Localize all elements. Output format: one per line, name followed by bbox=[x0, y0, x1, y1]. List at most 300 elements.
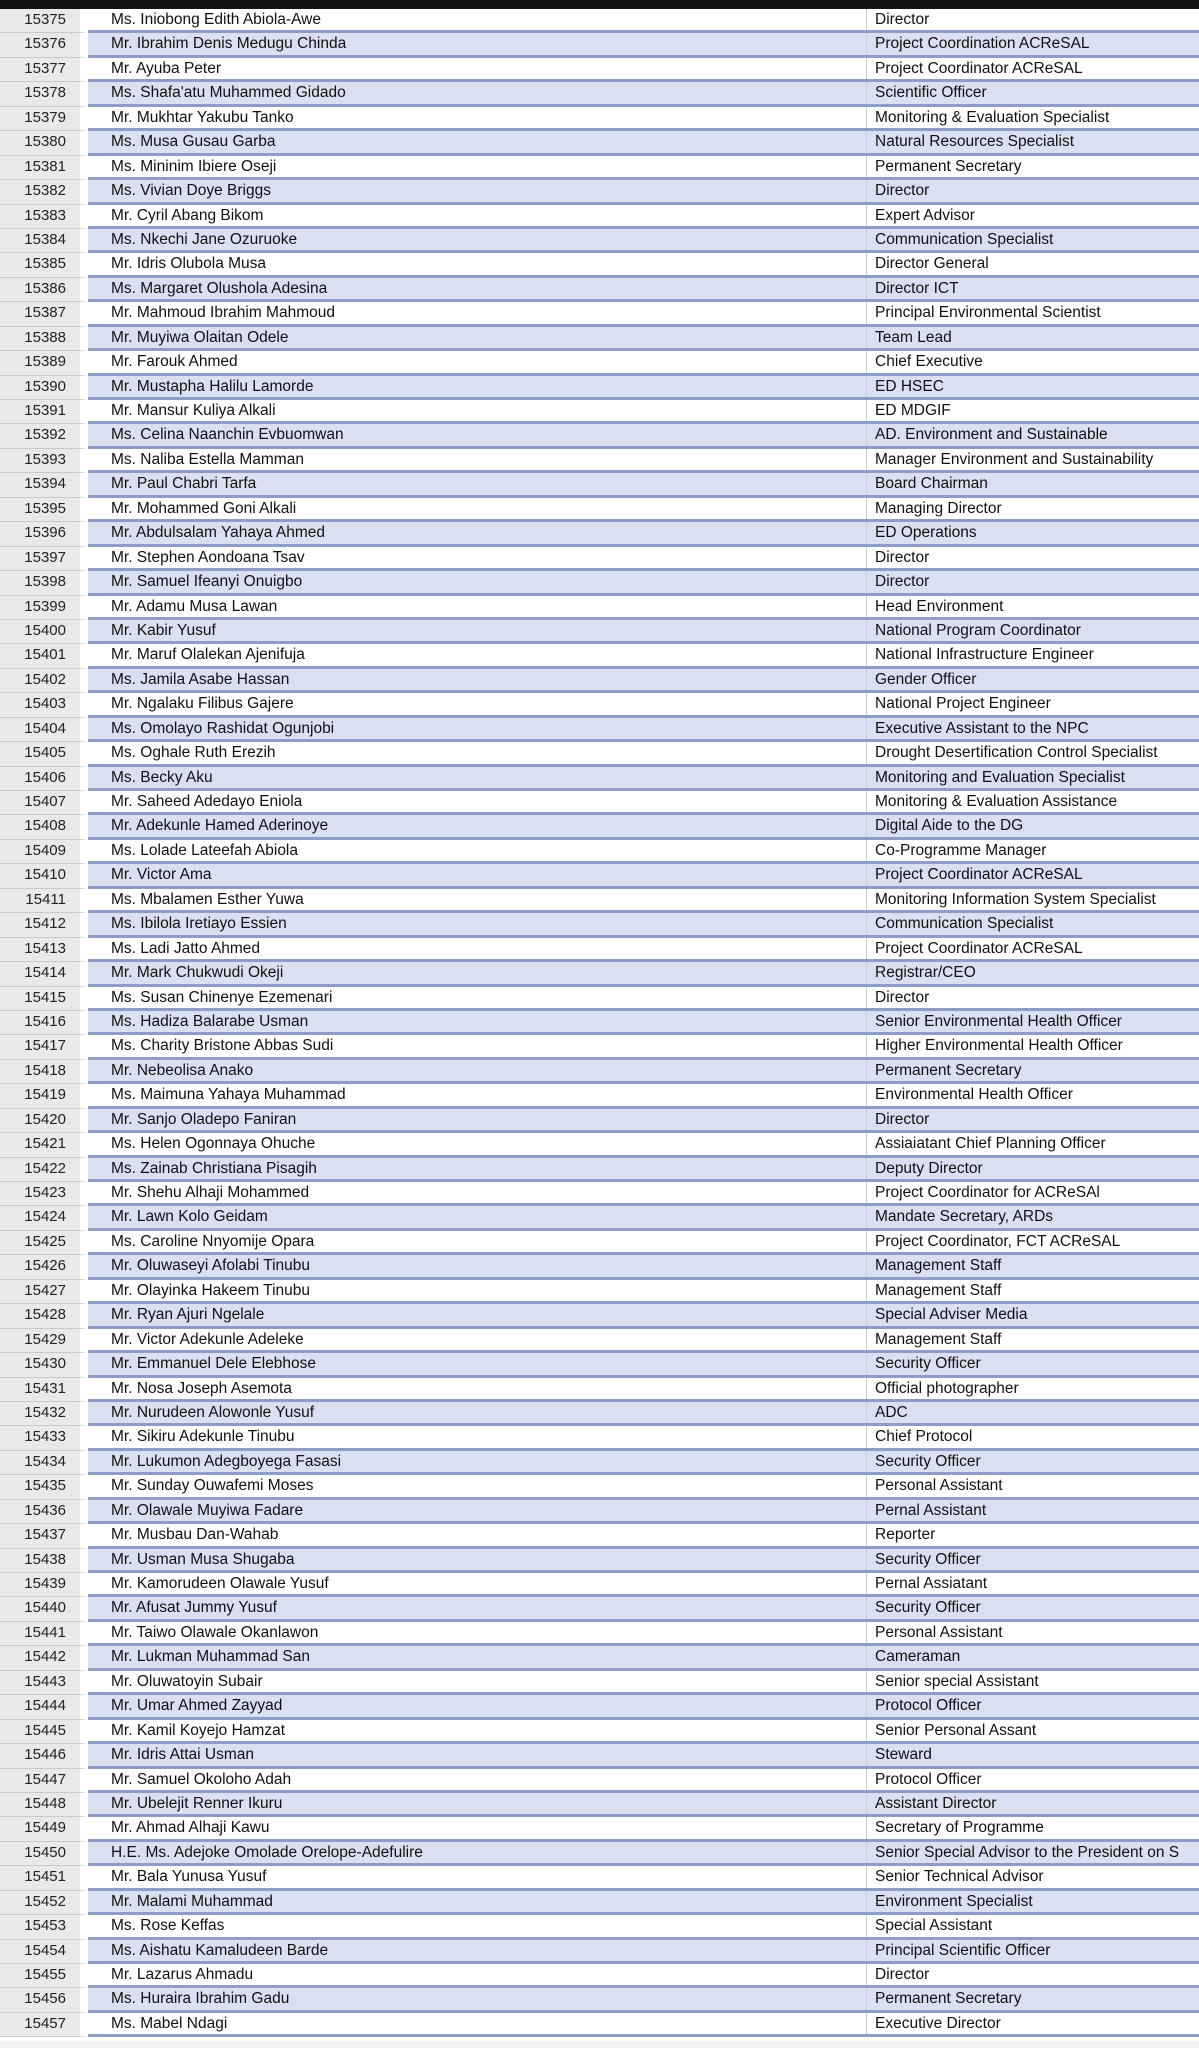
row-number-cell[interactable]: 15405 bbox=[0, 742, 88, 766]
row-number-cell[interactable]: 15421 bbox=[0, 1133, 88, 1157]
table-row[interactable] bbox=[0, 962, 1199, 986]
row-number-cell[interactable]: 15385 bbox=[0, 253, 88, 277]
table-row[interactable] bbox=[0, 1597, 1199, 1621]
designation-cell[interactable]: ED Operations bbox=[866, 522, 1199, 543]
name-cell[interactable]: Ms. Lolade Lateefah Abiola bbox=[88, 840, 866, 861]
name-cell[interactable]: Ms. Shafa'atu Muhammed Gidado bbox=[88, 82, 866, 103]
table-row[interactable] bbox=[0, 1182, 1199, 1206]
table-row[interactable] bbox=[0, 864, 1199, 888]
name-cell[interactable]: Mr. Lawn Kolo Geidam bbox=[88, 1206, 866, 1227]
table-row[interactable] bbox=[0, 1500, 1199, 1524]
table-row[interactable] bbox=[0, 1231, 1199, 1255]
table-row[interactable] bbox=[0, 351, 1199, 375]
name-cell[interactable]: Mr. Farouk Ahmed bbox=[88, 351, 866, 372]
row-number-cell[interactable]: 15401 bbox=[0, 644, 88, 668]
table-row[interactable] bbox=[0, 1988, 1199, 2012]
designation-cell[interactable]: Natural Resources Specialist bbox=[866, 131, 1199, 152]
table-row[interactable] bbox=[0, 1060, 1199, 1084]
designation-cell[interactable]: Management Staff bbox=[866, 1280, 1199, 1301]
designation-cell[interactable]: Chief Executive bbox=[866, 351, 1199, 372]
row-number-cell[interactable]: 15423 bbox=[0, 1182, 88, 1206]
row-number-cell[interactable]: 15430 bbox=[0, 1353, 88, 1377]
designation-cell[interactable]: Reporter bbox=[866, 1524, 1199, 1545]
row-number-cell[interactable]: 15399 bbox=[0, 596, 88, 620]
name-cell[interactable]: Ms. Celina Naanchin Evbuomwan bbox=[88, 424, 866, 445]
designation-cell[interactable]: Management Staff bbox=[866, 1255, 1199, 1276]
designation-cell[interactable]: Special Assistant bbox=[866, 1915, 1199, 1936]
table-row[interactable] bbox=[0, 1769, 1199, 1793]
name-cell[interactable]: Mr. Abdulsalam Yahaya Ahmed bbox=[88, 522, 866, 543]
designation-cell[interactable]: Protocol Officer bbox=[866, 1695, 1199, 1716]
name-cell[interactable]: Mr. Ubelejit Renner Ikuru bbox=[88, 1793, 866, 1814]
row-number-cell[interactable]: 15448 bbox=[0, 1793, 88, 1817]
table-row[interactable] bbox=[0, 547, 1199, 571]
designation-cell[interactable]: Drought Desertification Control Specialist bbox=[866, 742, 1199, 763]
row-number-cell[interactable]: 15391 bbox=[0, 400, 88, 424]
designation-cell[interactable]: Head Environment bbox=[866, 596, 1199, 617]
table-row[interactable] bbox=[0, 1671, 1199, 1695]
designation-cell[interactable]: Personal Assistant bbox=[866, 1622, 1199, 1643]
designation-cell[interactable]: Special Adviser Media bbox=[866, 1304, 1199, 1325]
designation-cell[interactable]: Security Officer bbox=[866, 1549, 1199, 1570]
table-row[interactable] bbox=[0, 1842, 1199, 1866]
name-cell[interactable]: Mr. Mahmoud Ibrahim Mahmoud bbox=[88, 302, 866, 323]
designation-cell[interactable]: Permanent Secretary bbox=[866, 1060, 1199, 1081]
row-number-cell[interactable]: 15389 bbox=[0, 351, 88, 375]
designation-cell[interactable]: ED HSEC bbox=[866, 376, 1199, 397]
designation-cell[interactable]: Managing Director bbox=[866, 498, 1199, 519]
table-row[interactable] bbox=[0, 620, 1199, 644]
designation-cell[interactable]: Director General bbox=[866, 253, 1199, 274]
designation-cell[interactable]: Monitoring & Evaluation Specialist bbox=[866, 107, 1199, 128]
row-number-cell[interactable]: 15452 bbox=[0, 1891, 88, 1915]
designation-cell[interactable]: ADC bbox=[866, 1402, 1199, 1423]
name-cell[interactable]: Ms. Iniobong Edith Abiola-Awe bbox=[88, 9, 866, 30]
table-row[interactable] bbox=[0, 449, 1199, 473]
row-number-cell[interactable]: 15428 bbox=[0, 1304, 88, 1328]
name-cell[interactable]: Mr. Sikiru Adekunle Tinubu bbox=[88, 1426, 866, 1447]
name-cell[interactable]: Mr. Musbau Dan-Wahab bbox=[88, 1524, 866, 1545]
row-number-cell[interactable]: 15396 bbox=[0, 522, 88, 546]
name-cell[interactable]: Mr. Idris Olubola Musa bbox=[88, 253, 866, 274]
table-row[interactable] bbox=[0, 718, 1199, 742]
row-number-cell[interactable]: 15411 bbox=[0, 889, 88, 913]
name-cell[interactable]: Mr. Ayuba Peter bbox=[88, 58, 866, 79]
row-number-cell[interactable]: 15400 bbox=[0, 620, 88, 644]
designation-cell[interactable]: Communication Specialist bbox=[866, 229, 1199, 250]
designation-cell[interactable]: Project Coordination ACReSAL bbox=[866, 33, 1199, 54]
table-row[interactable] bbox=[0, 1964, 1199, 1988]
row-number-cell[interactable]: 15451 bbox=[0, 1866, 88, 1890]
designation-cell[interactable]: Senior Environmental Health Officer bbox=[866, 1011, 1199, 1032]
row-number-cell[interactable]: 15380 bbox=[0, 131, 88, 155]
row-number-cell[interactable]: 15417 bbox=[0, 1035, 88, 1059]
designation-cell[interactable]: Assiaiatant Chief Planning Officer bbox=[866, 1133, 1199, 1154]
name-cell[interactable]: Ms. Susan Chinenye Ezemenari bbox=[88, 987, 866, 1008]
designation-cell[interactable]: Manager Environment and Sustainability bbox=[866, 449, 1199, 470]
table-row[interactable] bbox=[0, 2013, 1199, 2037]
table-row[interactable] bbox=[0, 1255, 1199, 1279]
row-number-cell[interactable]: 15445 bbox=[0, 1720, 88, 1744]
designation-cell[interactable]: Environmental Health Officer bbox=[866, 1084, 1199, 1105]
row-number-cell[interactable]: 15429 bbox=[0, 1329, 88, 1353]
table-row[interactable] bbox=[0, 1646, 1199, 1670]
name-cell[interactable]: Ms. Aishatu Kamaludeen Barde bbox=[88, 1940, 866, 1961]
table-row[interactable] bbox=[0, 107, 1199, 131]
name-cell[interactable]: Mr. Victor Adekunle Adeleke bbox=[88, 1329, 866, 1350]
designation-cell[interactable]: National Program Coordinator bbox=[866, 620, 1199, 641]
table-row[interactable] bbox=[0, 9, 1199, 33]
row-number-cell[interactable]: 15383 bbox=[0, 205, 88, 229]
row-number-cell[interactable]: 15420 bbox=[0, 1109, 88, 1133]
table-row[interactable] bbox=[0, 767, 1199, 791]
designation-cell[interactable]: Personal Assistant bbox=[866, 1475, 1199, 1496]
designation-cell[interactable]: National Infrastructure Engineer bbox=[866, 644, 1199, 665]
row-number-cell[interactable]: 15381 bbox=[0, 156, 88, 180]
designation-cell[interactable]: Director bbox=[866, 1109, 1199, 1130]
row-number-cell[interactable]: 15392 bbox=[0, 424, 88, 448]
designation-cell[interactable]: Steward bbox=[866, 1744, 1199, 1765]
designation-cell[interactable]: Cameraman bbox=[866, 1646, 1199, 1667]
row-number-cell[interactable]: 15432 bbox=[0, 1402, 88, 1426]
designation-cell[interactable]: Protocol Officer bbox=[866, 1769, 1199, 1790]
row-number-cell[interactable]: 15431 bbox=[0, 1378, 88, 1402]
designation-cell[interactable]: Permanent Secretary bbox=[866, 1988, 1199, 2009]
name-cell[interactable]: Mr. Maruf Olalekan Ajenifuja bbox=[88, 644, 866, 665]
name-cell[interactable]: Mr. Kamil Koyejo Hamzat bbox=[88, 1720, 866, 1741]
name-cell[interactable]: Ms. Huraira Ibrahim Gadu bbox=[88, 1988, 866, 2009]
table-row[interactable] bbox=[0, 1402, 1199, 1426]
name-cell[interactable]: Ms. Ibilola Iretiayo Essien bbox=[88, 913, 866, 934]
name-cell[interactable]: Mr. Bala Yunusa Yusuf bbox=[88, 1866, 866, 1887]
name-cell[interactable]: Ms. Mininim Ibiere Oseji bbox=[88, 156, 866, 177]
table-row[interactable] bbox=[0, 1695, 1199, 1719]
row-number-cell[interactable]: 15378 bbox=[0, 82, 88, 106]
name-cell[interactable]: Mr. Mustapha Halilu Lamorde bbox=[88, 376, 866, 397]
designation-cell[interactable]: Security Officer bbox=[866, 1597, 1199, 1618]
name-cell[interactable]: Mr. Mohammed Goni Alkali bbox=[88, 498, 866, 519]
row-number-cell[interactable]: 15453 bbox=[0, 1915, 88, 1939]
table-row[interactable] bbox=[0, 1353, 1199, 1377]
designation-cell[interactable]: Director bbox=[866, 571, 1199, 592]
name-cell[interactable]: Mr. Malami Muhammad bbox=[88, 1891, 866, 1912]
name-cell[interactable]: Mr. Mansur Kuliya Alkali bbox=[88, 400, 866, 421]
name-cell[interactable]: Mr. Nosa Joseph Asemota bbox=[88, 1378, 866, 1399]
designation-cell[interactable]: Scientific Officer bbox=[866, 82, 1199, 103]
name-cell[interactable]: Ms. Jamila Asabe Hassan bbox=[88, 669, 866, 690]
name-cell[interactable]: Mr. Victor Ama bbox=[88, 864, 866, 885]
name-cell[interactable]: Mr. Shehu Alhaji Mohammed bbox=[88, 1182, 866, 1203]
table-row[interactable] bbox=[0, 205, 1199, 229]
table-row[interactable] bbox=[0, 327, 1199, 351]
designation-cell[interactable]: Digital Aide to the DG bbox=[866, 815, 1199, 836]
table-row[interactable] bbox=[0, 669, 1199, 693]
table-row[interactable] bbox=[0, 987, 1199, 1011]
table-row[interactable] bbox=[0, 1109, 1199, 1133]
name-cell[interactable]: Mr. Adekunle Hamed Aderinoye bbox=[88, 815, 866, 836]
table-row[interactable] bbox=[0, 1622, 1199, 1646]
designation-cell[interactable]: Director bbox=[866, 987, 1199, 1008]
designation-cell[interactable]: Communication Specialist bbox=[866, 913, 1199, 934]
designation-cell[interactable]: Executive Assistant to the NPC bbox=[866, 718, 1199, 739]
row-number-cell[interactable]: 15436 bbox=[0, 1500, 88, 1524]
designation-cell[interactable]: Management Staff bbox=[866, 1329, 1199, 1350]
row-number-cell[interactable]: 15413 bbox=[0, 938, 88, 962]
table-row[interactable] bbox=[0, 1035, 1199, 1059]
table-row[interactable] bbox=[0, 913, 1199, 937]
designation-cell[interactable]: Environment Specialist bbox=[866, 1891, 1199, 1912]
row-number-cell[interactable]: 15419 bbox=[0, 1084, 88, 1108]
designation-cell[interactable]: Team Lead bbox=[866, 327, 1199, 348]
table-row[interactable] bbox=[0, 571, 1199, 595]
designation-cell[interactable]: Higher Environmental Health Officer bbox=[866, 1035, 1199, 1056]
name-cell[interactable]: Mr. Olawale Muyiwa Fadare bbox=[88, 1500, 866, 1521]
name-cell[interactable]: Mr. Idris Attai Usman bbox=[88, 1744, 866, 1765]
name-cell[interactable]: Ms. Zainab Christiana Pisagih bbox=[88, 1158, 866, 1179]
table-row[interactable] bbox=[0, 1915, 1199, 1939]
designation-cell[interactable]: Monitoring Information System Specialist bbox=[866, 889, 1199, 910]
name-cell[interactable]: Ms. Maimuna Yahaya Muhammad bbox=[88, 1084, 866, 1105]
designation-cell[interactable]: Project Coordinator ACReSAL bbox=[866, 938, 1199, 959]
name-cell[interactable]: Ms. Nkechi Jane Ozuruoke bbox=[88, 229, 866, 250]
name-cell[interactable]: Mr. Ryan Ajuri Ngelale bbox=[88, 1304, 866, 1325]
designation-cell[interactable]: Chief Protocol bbox=[866, 1426, 1199, 1447]
table-row[interactable] bbox=[0, 1573, 1199, 1597]
name-cell[interactable]: Ms. Ladi Jatto Ahmed bbox=[88, 938, 866, 959]
table-row[interactable] bbox=[0, 522, 1199, 546]
table-row[interactable] bbox=[0, 693, 1199, 717]
designation-cell[interactable]: National Project Engineer bbox=[866, 693, 1199, 714]
table-row[interactable] bbox=[0, 1793, 1199, 1817]
table-row[interactable] bbox=[0, 889, 1199, 913]
name-cell[interactable]: Mr. Sanjo Oladepo Faniran bbox=[88, 1109, 866, 1130]
row-number-cell[interactable]: 15444 bbox=[0, 1695, 88, 1719]
row-number-cell[interactable]: 15454 bbox=[0, 1940, 88, 1964]
designation-cell[interactable]: Mandate Secretary, ARDs bbox=[866, 1206, 1199, 1227]
table-row[interactable] bbox=[0, 424, 1199, 448]
row-number-cell[interactable]: 15394 bbox=[0, 473, 88, 497]
table-row[interactable] bbox=[0, 1549, 1199, 1573]
designation-cell[interactable]: Senior Technical Advisor bbox=[866, 1866, 1199, 1887]
row-number-cell[interactable]: 15434 bbox=[0, 1451, 88, 1475]
name-cell[interactable]: Mr. Kabir Yusuf bbox=[88, 620, 866, 641]
row-number-cell[interactable]: 15415 bbox=[0, 987, 88, 1011]
row-number-cell[interactable]: 15457 bbox=[0, 2013, 88, 2037]
name-cell[interactable]: Ms. Mabel Ndagi bbox=[88, 2013, 866, 2034]
table-row[interactable] bbox=[0, 1817, 1199, 1841]
table-row[interactable] bbox=[0, 1451, 1199, 1475]
designation-cell[interactable]: Monitoring & Evaluation Assistance bbox=[866, 791, 1199, 812]
name-cell[interactable]: Mr. Oluwatoyin Subair bbox=[88, 1671, 866, 1692]
name-cell[interactable]: Mr. Ibrahim Denis Medugu Chinda bbox=[88, 33, 866, 54]
name-cell[interactable]: Mr. Nurudeen Alowonle Yusuf bbox=[88, 1402, 866, 1423]
name-cell[interactable]: Mr. Oluwaseyi Afolabi Tinubu bbox=[88, 1255, 866, 1276]
table-row[interactable] bbox=[0, 1744, 1199, 1768]
designation-cell[interactable]: Director bbox=[866, 1964, 1199, 1985]
row-number-cell[interactable]: 15388 bbox=[0, 327, 88, 351]
name-cell[interactable]: Mr. Paul Chabri Tarfa bbox=[88, 473, 866, 494]
name-cell[interactable]: Mr. Muyiwa Olaitan Odele bbox=[88, 327, 866, 348]
designation-cell[interactable]: Gender Officer bbox=[866, 669, 1199, 690]
table-row[interactable] bbox=[0, 1280, 1199, 1304]
name-cell[interactable]: Mr. Cyril Abang Bikom bbox=[88, 205, 866, 226]
table-row[interactable] bbox=[0, 596, 1199, 620]
name-cell[interactable]: Mr. Lukumon Adegboyega Fasasi bbox=[88, 1451, 866, 1472]
row-number-cell[interactable]: 15379 bbox=[0, 107, 88, 131]
row-number-cell[interactable]: 15408 bbox=[0, 815, 88, 839]
row-number-cell[interactable]: 15450 bbox=[0, 1842, 88, 1866]
designation-cell[interactable]: Project Coordinator ACReSAL bbox=[866, 58, 1199, 79]
row-number-cell[interactable]: 15393 bbox=[0, 449, 88, 473]
table-row[interactable] bbox=[0, 791, 1199, 815]
name-cell[interactable]: H.E. Ms. Adejoke Omolade Orelope-Adefulire bbox=[88, 1842, 866, 1863]
table-row[interactable] bbox=[0, 1304, 1199, 1328]
row-number-cell[interactable]: 15422 bbox=[0, 1158, 88, 1182]
name-cell[interactable]: Ms. Margaret Olushola Adesina bbox=[88, 278, 866, 299]
name-cell[interactable]: Mr. Emmanuel Dele Elebhose bbox=[88, 1353, 866, 1374]
designation-cell[interactable]: Principal Scientific Officer bbox=[866, 1940, 1199, 1961]
name-cell[interactable]: Mr. Nebeolisa Anako bbox=[88, 1060, 866, 1081]
name-cell[interactable]: Ms. Helen Ogonnaya Ohuche bbox=[88, 1133, 866, 1154]
designation-cell[interactable]: Co-Programme Manager bbox=[866, 840, 1199, 861]
table-row[interactable] bbox=[0, 253, 1199, 277]
row-number-cell[interactable]: 15418 bbox=[0, 1060, 88, 1084]
designation-cell[interactable]: Monitoring and Evaluation Specialist bbox=[866, 767, 1199, 788]
name-cell[interactable]: Mr. Adamu Musa Lawan bbox=[88, 596, 866, 617]
row-number-cell[interactable]: 15402 bbox=[0, 669, 88, 693]
table-row[interactable] bbox=[0, 1866, 1199, 1890]
name-cell[interactable]: Mr. Olayinka Hakeem Tinubu bbox=[88, 1280, 866, 1301]
name-cell[interactable]: Mr. Mukhtar Yakubu Tanko bbox=[88, 107, 866, 128]
name-cell[interactable]: Mr. Umar Ahmed Zayyad bbox=[88, 1695, 866, 1716]
name-cell[interactable]: Ms. Charity Bristone Abbas Sudi bbox=[88, 1035, 866, 1056]
table-row[interactable] bbox=[0, 156, 1199, 180]
designation-cell[interactable]: Director bbox=[866, 180, 1199, 201]
row-number-cell[interactable]: 15440 bbox=[0, 1597, 88, 1621]
designation-cell[interactable]: Security Officer bbox=[866, 1353, 1199, 1374]
name-cell[interactable]: Mr. Ngalaku Filibus Gajere bbox=[88, 693, 866, 714]
table-row[interactable] bbox=[0, 400, 1199, 424]
row-number-cell[interactable]: 15375 bbox=[0, 9, 88, 33]
table-row[interactable] bbox=[0, 278, 1199, 302]
name-cell[interactable]: Mr. Sunday Ouwafemi Moses bbox=[88, 1475, 866, 1496]
table-row[interactable] bbox=[0, 1084, 1199, 1108]
name-cell[interactable]: Mr. Stephen Aondoana Tsav bbox=[88, 547, 866, 568]
row-number-cell[interactable]: 15390 bbox=[0, 376, 88, 400]
table-row[interactable] bbox=[0, 1524, 1199, 1548]
row-number-cell[interactable]: 15410 bbox=[0, 864, 88, 888]
designation-cell[interactable]: Registrar/CEO bbox=[866, 962, 1199, 983]
table-row[interactable] bbox=[0, 1720, 1199, 1744]
name-cell[interactable]: Mr. Lazarus Ahmadu bbox=[88, 1964, 866, 1985]
row-number-cell[interactable]: 15437 bbox=[0, 1524, 88, 1548]
name-cell[interactable]: Ms. Caroline Nnyomije Opara bbox=[88, 1231, 866, 1252]
name-cell[interactable]: Ms. Rose Keffas bbox=[88, 1915, 866, 1936]
name-cell[interactable]: Ms. Oghale Ruth Erezih bbox=[88, 742, 866, 763]
row-number-cell[interactable]: 15409 bbox=[0, 840, 88, 864]
table-row[interactable] bbox=[0, 498, 1199, 522]
name-cell[interactable]: Ms. Becky Aku bbox=[88, 767, 866, 788]
designation-cell[interactable]: Assistant Director bbox=[866, 1793, 1199, 1814]
row-number-cell[interactable]: 15395 bbox=[0, 498, 88, 522]
row-number-cell[interactable]: 15447 bbox=[0, 1769, 88, 1793]
designation-cell[interactable]: Official photographer bbox=[866, 1378, 1199, 1399]
row-number-cell[interactable]: 15386 bbox=[0, 278, 88, 302]
name-cell[interactable]: Mr. Taiwo Olawale Okanlawon bbox=[88, 1622, 866, 1643]
table-row[interactable] bbox=[0, 1329, 1199, 1353]
name-cell[interactable]: Ms. Naliba Estella Mamman bbox=[88, 449, 866, 470]
designation-cell[interactable]: AD. Environment and Sustainable bbox=[866, 424, 1199, 445]
table-row[interactable] bbox=[0, 376, 1199, 400]
table-row[interactable] bbox=[0, 473, 1199, 497]
spreadsheet-table[interactable] bbox=[0, 9, 1199, 2037]
row-number-cell[interactable]: 15439 bbox=[0, 1573, 88, 1597]
row-number-cell[interactable]: 15407 bbox=[0, 791, 88, 815]
row-number-cell[interactable]: 15398 bbox=[0, 571, 88, 595]
table-row[interactable] bbox=[0, 131, 1199, 155]
designation-cell[interactable]: Project Coordinator ACReSAL bbox=[866, 864, 1199, 885]
name-cell[interactable]: Ms. Vivian Doye Briggs bbox=[88, 180, 866, 201]
name-cell[interactable]: Ms. Musa Gusau Garba bbox=[88, 131, 866, 152]
name-cell[interactable]: Mr. Mark Chukwudi Okeji bbox=[88, 962, 866, 983]
designation-cell[interactable]: Secretary of Programme bbox=[866, 1817, 1199, 1838]
designation-cell[interactable]: Principal Environmental Scientist bbox=[866, 302, 1199, 323]
table-row[interactable] bbox=[0, 33, 1199, 57]
table-row[interactable] bbox=[0, 1475, 1199, 1499]
table-row[interactable] bbox=[0, 1378, 1199, 1402]
table-row[interactable] bbox=[0, 302, 1199, 326]
table-row[interactable] bbox=[0, 1426, 1199, 1450]
designation-cell[interactable]: Board Chairman bbox=[866, 473, 1199, 494]
name-cell[interactable]: Mr. Afusat Jummy Yusuf bbox=[88, 1597, 866, 1618]
row-number-cell[interactable]: 15449 bbox=[0, 1817, 88, 1841]
row-number-cell[interactable]: 15406 bbox=[0, 767, 88, 791]
row-number-cell[interactable]: 15384 bbox=[0, 229, 88, 253]
row-number-cell[interactable]: 15438 bbox=[0, 1549, 88, 1573]
row-number-cell[interactable]: 15404 bbox=[0, 718, 88, 742]
row-number-cell[interactable]: 15397 bbox=[0, 547, 88, 571]
table-row[interactable] bbox=[0, 58, 1199, 82]
table-row[interactable] bbox=[0, 229, 1199, 253]
row-number-cell[interactable]: 15456 bbox=[0, 1988, 88, 2012]
designation-cell[interactable]: Senior Personal Assant bbox=[866, 1720, 1199, 1741]
row-number-cell[interactable]: 15442 bbox=[0, 1646, 88, 1670]
table-row[interactable] bbox=[0, 938, 1199, 962]
row-number-cell[interactable]: 15414 bbox=[0, 962, 88, 986]
name-cell[interactable]: Mr. Lukman Muhammad San bbox=[88, 1646, 866, 1667]
row-number-cell[interactable]: 15446 bbox=[0, 1744, 88, 1768]
row-number-cell[interactable]: 15416 bbox=[0, 1011, 88, 1035]
designation-cell[interactable]: Project Coordinator, FCT ACReSAL bbox=[866, 1231, 1199, 1252]
table-row[interactable] bbox=[0, 1891, 1199, 1915]
row-number-cell[interactable]: 15433 bbox=[0, 1426, 88, 1450]
designation-cell[interactable]: Director bbox=[866, 547, 1199, 568]
row-number-cell[interactable]: 15424 bbox=[0, 1206, 88, 1230]
row-number-cell[interactable]: 15403 bbox=[0, 693, 88, 717]
table-row[interactable] bbox=[0, 1011, 1199, 1035]
row-number-cell[interactable]: 15441 bbox=[0, 1622, 88, 1646]
name-cell[interactable]: Mr. Samuel Ifeanyi Onuigbo bbox=[88, 571, 866, 592]
table-row[interactable] bbox=[0, 815, 1199, 839]
name-cell[interactable]: Ms. Omolayo Rashidat Ogunjobi bbox=[88, 718, 866, 739]
designation-cell[interactable]: Security Officer bbox=[866, 1451, 1199, 1472]
name-cell[interactable]: Mr. Usman Musa Shugaba bbox=[88, 1549, 866, 1570]
table-row[interactable] bbox=[0, 1206, 1199, 1230]
table-row[interactable] bbox=[0, 180, 1199, 204]
table-row[interactable] bbox=[0, 742, 1199, 766]
designation-cell[interactable]: Director ICT bbox=[866, 278, 1199, 299]
row-number-cell[interactable]: 15455 bbox=[0, 1964, 88, 1988]
